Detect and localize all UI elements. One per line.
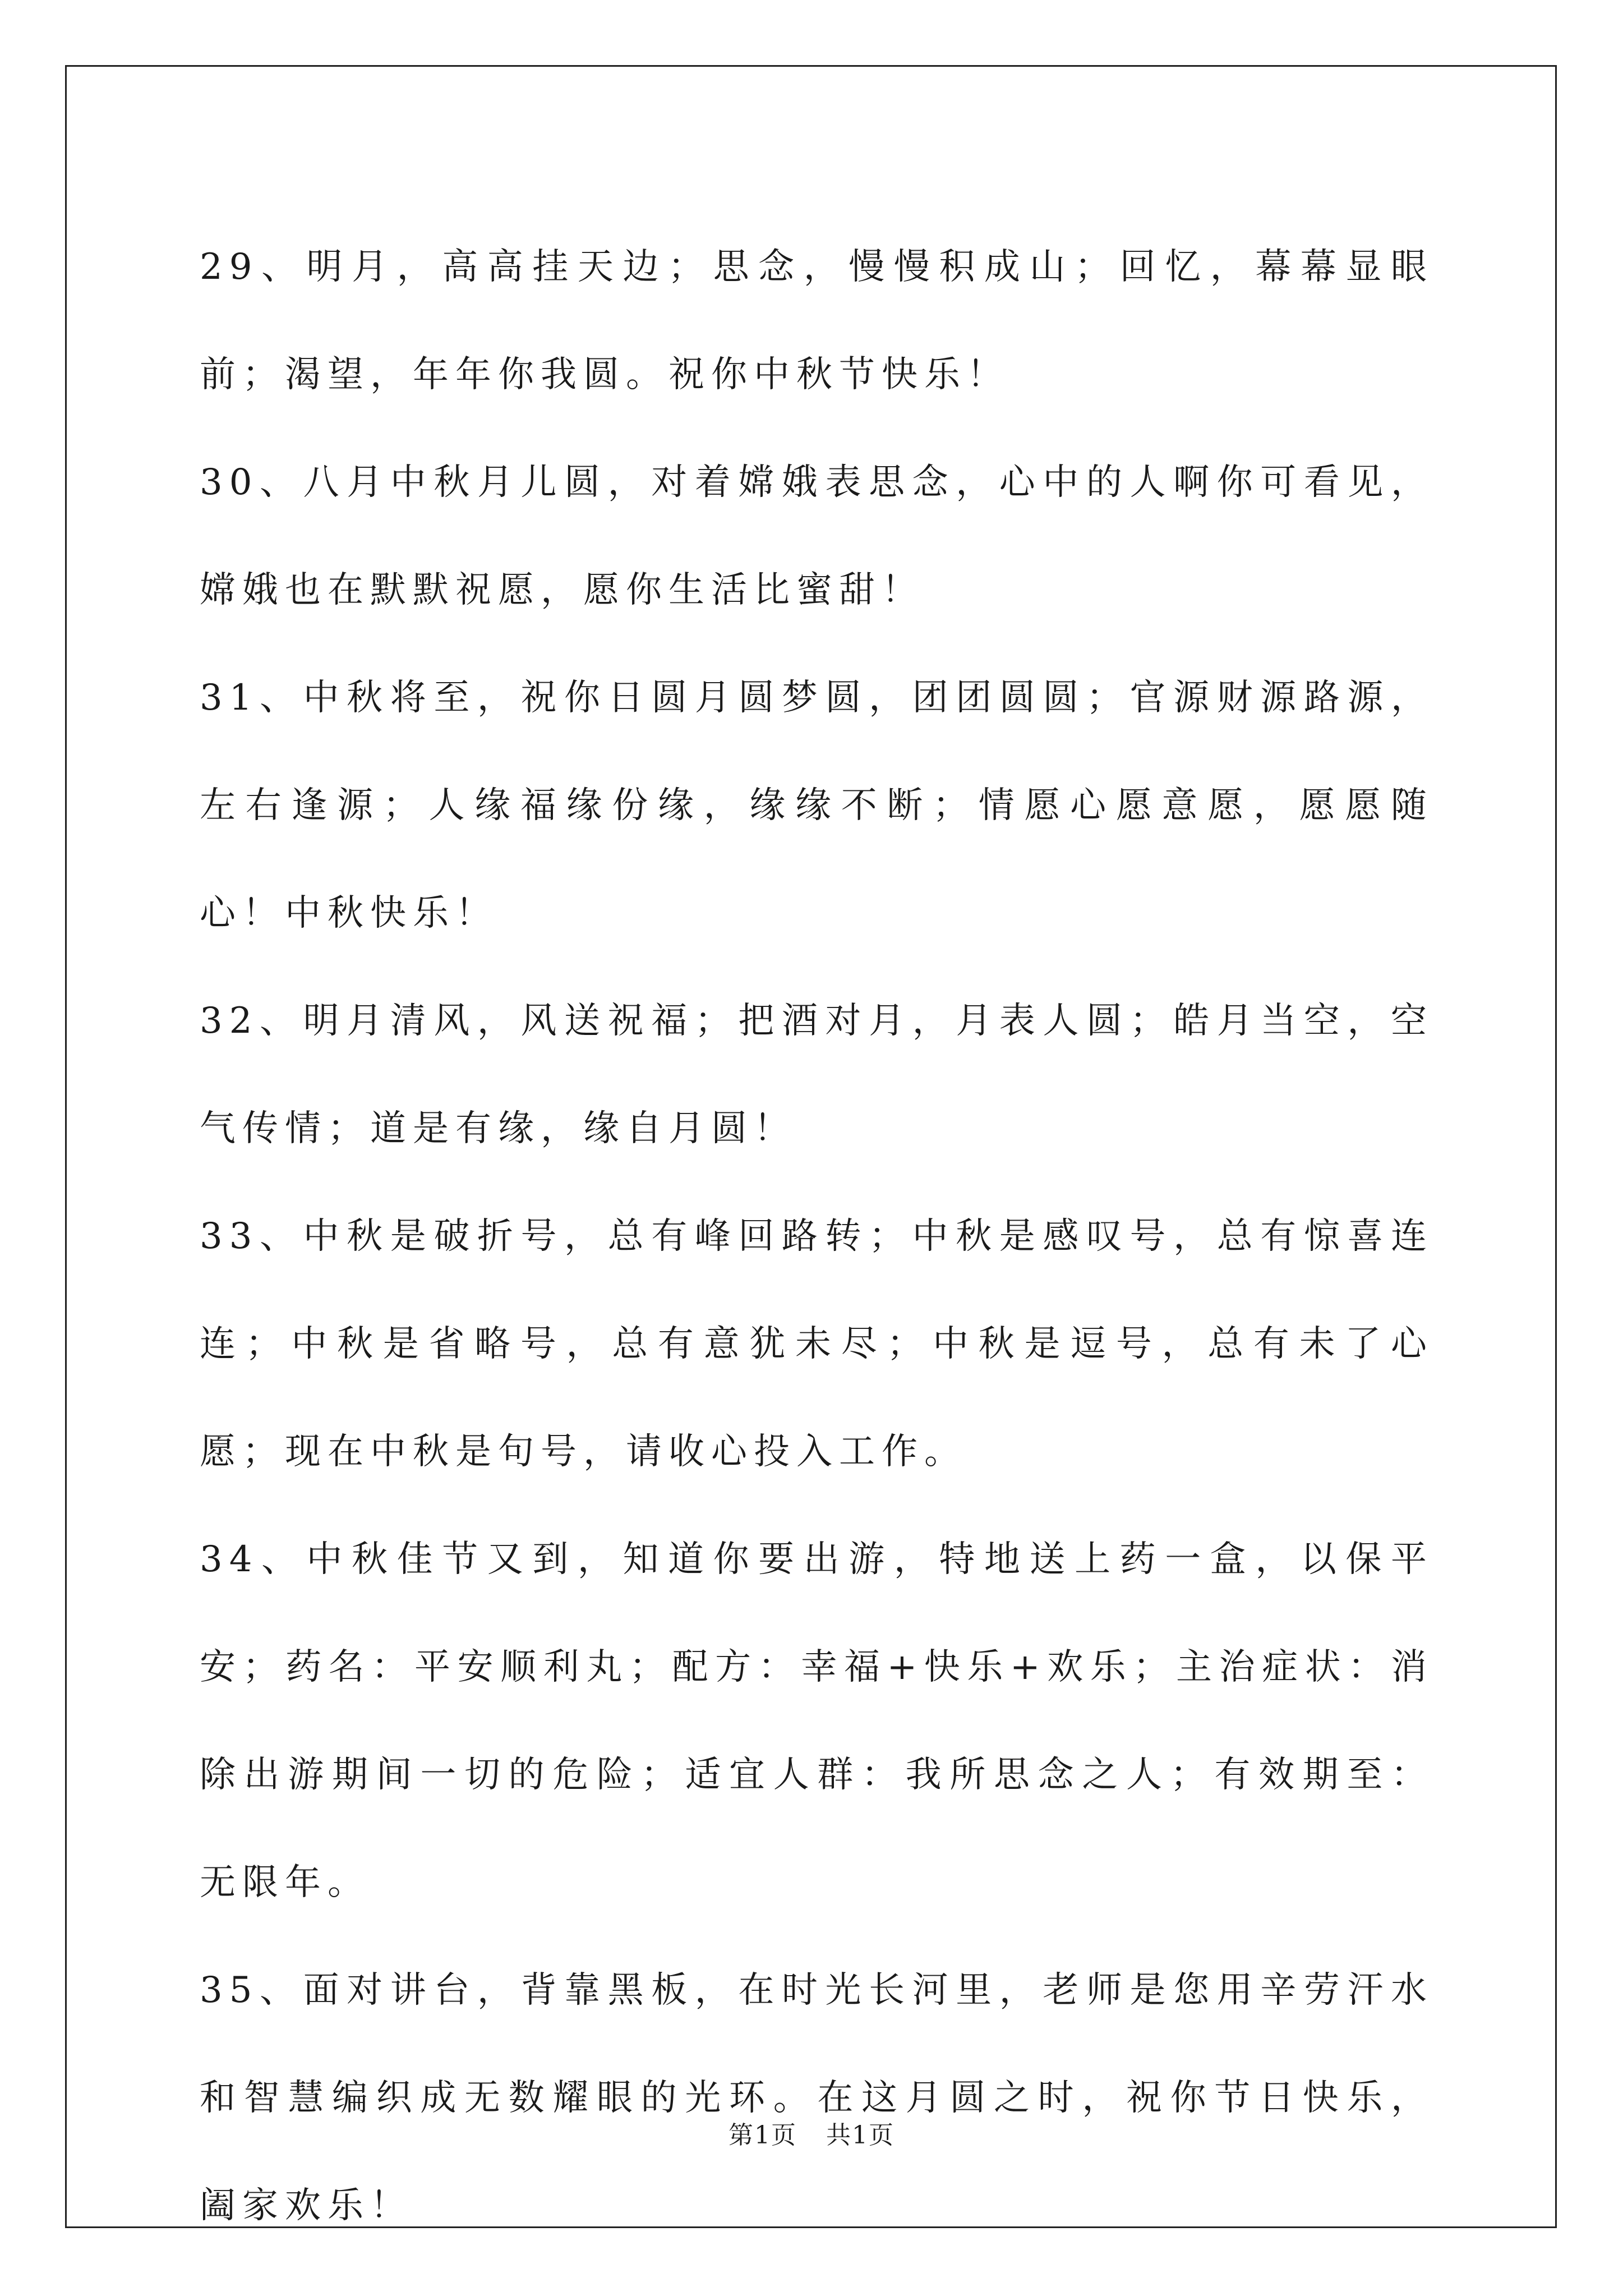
document-body [200,213,1433,2260]
paragraph-31: 31、中秋将至，祝你日圆月圆梦圆，团团圆圆；官源财源路源，左右逢源；人缘福缘份缘，缘缘不断；情愿心愿意愿，愿愿随心！中秋快乐！ [200,677,1433,934]
paragraph-32: 32、明月清风，风送祝福；把酒对月，月表人圆；皓月当空，空气传情；道是有缘，缘自月圆！ [200,1000,1433,1149]
paragraph-35: 35、面对讲台，背靠黑板，在时光长河里，老师是您用辛劳汗水和智慧编织成无数耀眼的光环。在这月圆之时，祝你节日快乐，阖家欢乐！ [200,1970,1433,2226]
page-footer [0,2115,1623,2151]
page-total: 共1页 [826,2121,895,2150]
paragraph-29: 29、明月，高高挂天边；思念，慢慢积成山；回忆，幕幕显眼前；渴望，年年你我圆。祝你中秋节快乐！ [200,246,1433,395]
paragraph-30: 30、八月中秋月儿圆，对着嫦娥表思念，心中的人啊你可看见，嫦娥也在默默祝愿，愿你生活比蜜甜！ [200,462,1433,611]
paragraph-33: 33、中秋是破折号，总有峰回路转；中秋是感叹号，总有惊喜连连；中秋是省略号，总有意犹未尽；中秋是逗号，总有未了心愿；现在中秋是句号，请收心投入工作。 [200,1216,1433,1473]
paragraph-34: 34、中秋佳节又到，知道你要出游，特地送上药一盒，以保平安；药名：平安顺利丸；配方：幸福+快乐+欢乐；主治症状：消除出游期间一切的危险；适宜人群：我所思念之人；有效期至：无限年。 [200,1539,1433,1903]
page-number: 第1页 [728,2121,797,2150]
